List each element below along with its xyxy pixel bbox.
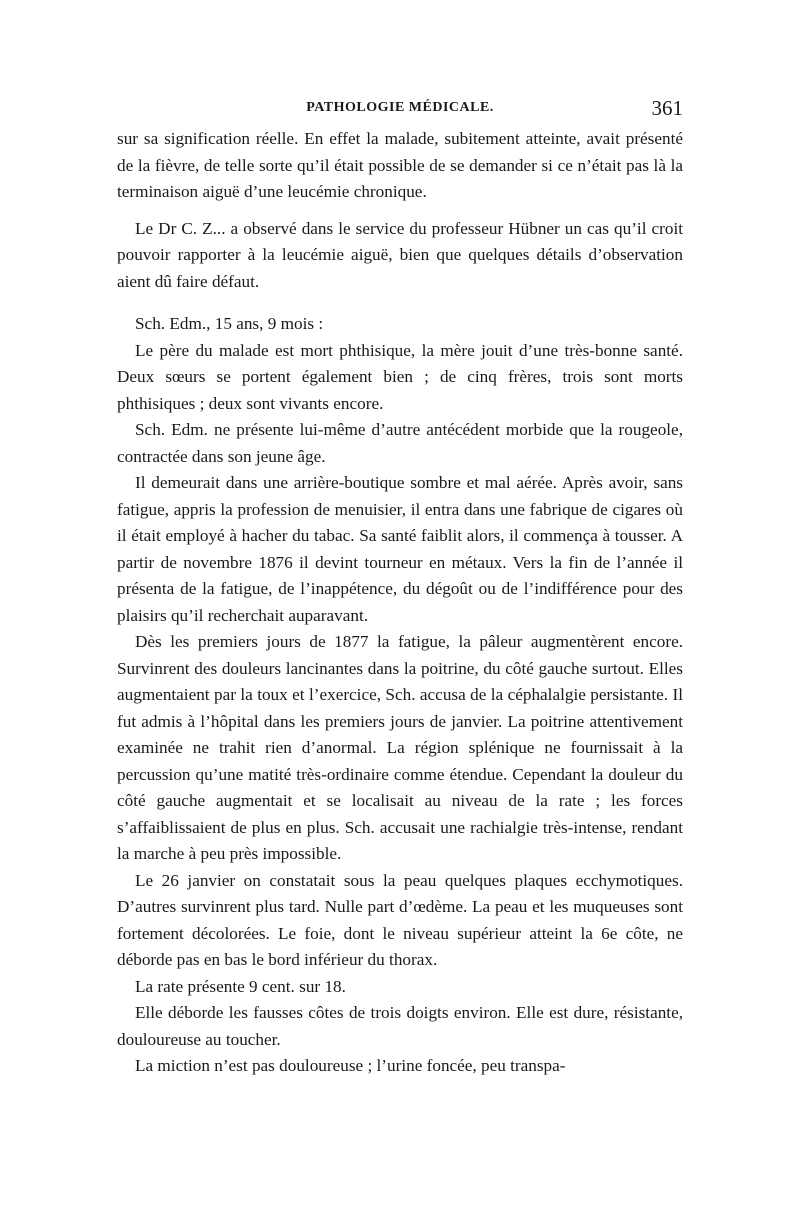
paragraph: Il demeurait dans une arrière-boutique sombre et mal aérée. Après avoir, sans fatigue, appris la profession de menuisier, il entra dans une fabrique de cigares où il était employé à hacher du tabac. Sa santé faiblit alors, il commença à tousser. A partir de novembre 1876 il devint tourneur en métaux. Vers la fin de l’année il présenta de la fatigue, de l’inappétence, du dégoût ou de l’indifférence pour des plaisirs qu’il recherchait auparavant. — [117, 473, 683, 625]
running-title: PATHOLOGIE MÉDICALE. — [306, 100, 494, 115]
paragraph: La rate présente 9 cent. sur 18. — [135, 976, 346, 996]
page-body — [117, 126, 683, 1080]
paragraph: Le Dr C. Z... a observé dans le service du professeur Hübner un cas qu’il croit pouvoir rapporter à la leucémie aiguë, bien que quelques détails d’observation aient dû faire défaut. — [117, 218, 683, 291]
page-number: 361 — [651, 96, 683, 120]
paragraph: Le père du malade est mort phthisique, la mère jouit d’une très-bonne santé. Deux sœurs se portent également bien ; de cinq frères, trois sont morts phthisiques ; deux sont vivants encore. — [117, 340, 683, 413]
paragraph-continuation: sur sa signification réelle. En effet la malade, subitement atteinte, avait présenté de la fièvre, de telle sorte qu’il était possible de se demander si ce n’était pas là la terminaison aiguë d’une leucémie chronique. — [117, 129, 683, 201]
page-header — [117, 96, 683, 128]
paragraph: Sch. Edm. ne présente lui-même d’autre antécédent morbide que la rougeole, contractée dans son jeune âge. — [117, 420, 683, 466]
paragraph: Le 26 janvier on constatait sous la peau quelques plaques ecchymotiques. D’autres survinrent plus tard. Nulle part d’œdème. La peau et les muqueuses sont fortement décolorées. Le foie, dont le niveau supérieur atteint la 6e côte, ne déborde pas en bas le bord inférieur du thorax. — [117, 870, 683, 969]
paragraph: La miction n’est pas douloureuse ; l’urine foncée, peu transpa- — [135, 1056, 566, 1075]
case-heading: Sch. Edm., 15 ans, 9 mois : — [135, 314, 324, 333]
paragraph: Elle déborde les fausses côtes de trois doigts environ. Elle est dure, résistante, douloureuse au toucher. — [117, 1003, 683, 1049]
paragraph: Dès les premiers jours de 1877 la fatigue, la pâleur augmentèrent encore. Survinrent des douleurs lancinantes dans la poitrine, du côté gauche surtout. Elles augmentaient par la toux et l’exercice, Sch. accusa de la céphalalgie persistante. Il fut admis à l’hôpital dans les premiers jours de janvier. La poitrine attentivement examinée ne trahit rien d’anormal. La région splénique ne fournissait à la percussion qu’une matité très-ordinaire comme étendue. Cependant la douleur du côté gauche augmentait et se localisait au niveau de la rate ; les forces s’affaiblissaient de plus en plus. Sch. accusait une rachialgie très-intense, rendant la marche à peu près impossible. — [117, 632, 683, 863]
